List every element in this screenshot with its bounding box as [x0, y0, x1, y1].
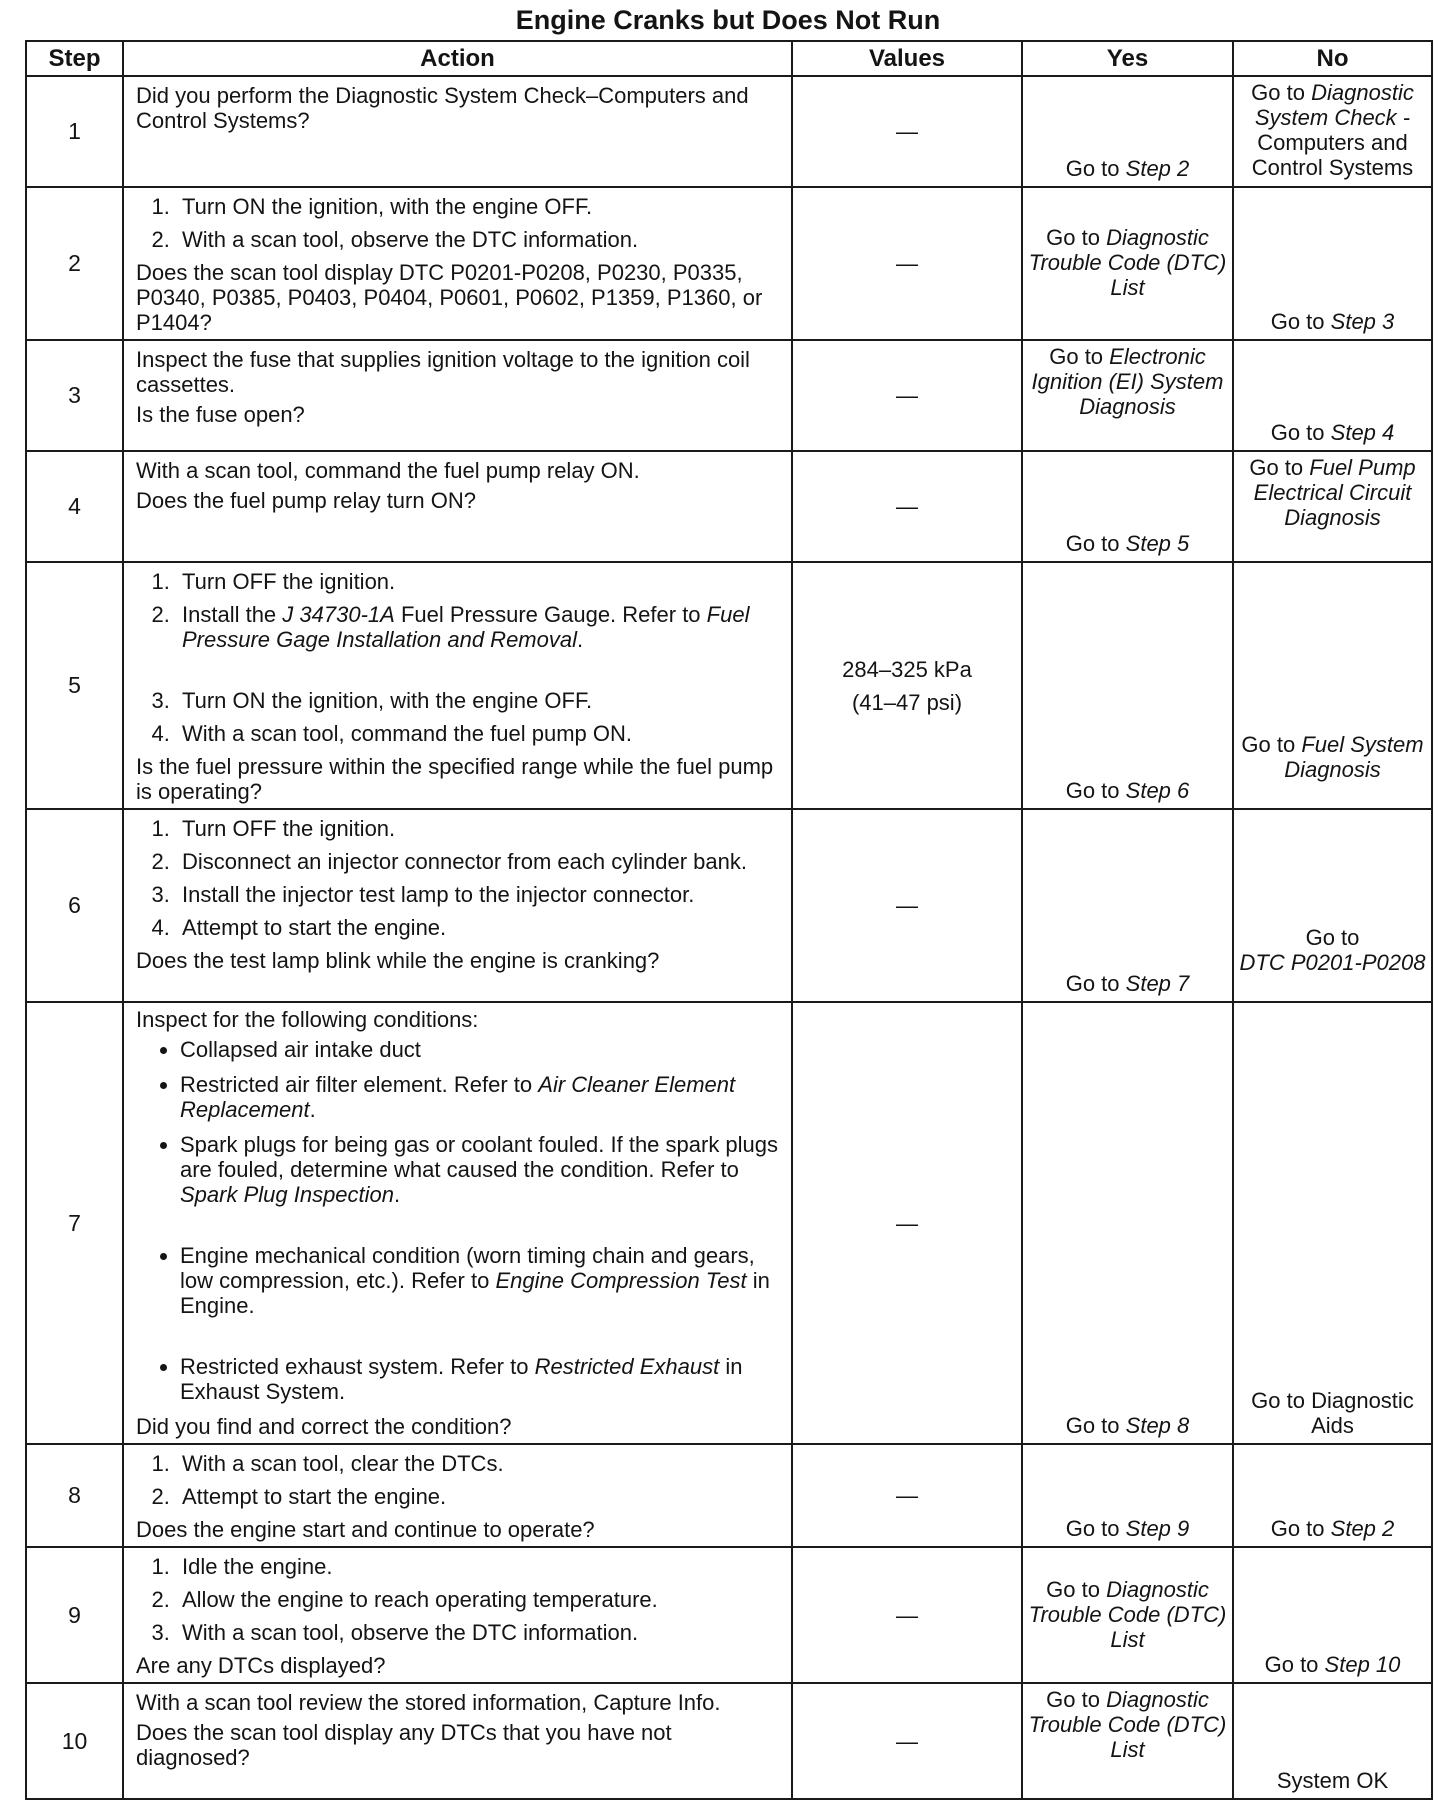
- procedure-link[interactable]: Fuel Pressure Gage Installation and Removal: [182, 602, 750, 652]
- yes-cell: [1022, 451, 1233, 562]
- no-cell: [1233, 1683, 1432, 1799]
- action-steps: [136, 1554, 783, 1645]
- no-prefix: Go to: [1249, 455, 1304, 480]
- no-result: System OK: [1276, 1768, 1389, 1793]
- step-text: Fuel Pressure Gauge. Refer to: [400, 602, 701, 627]
- action-step: 3. Turn ON the ignition, with the engine OFF.: [176, 688, 783, 713]
- no-prefix: Go to: [1270, 1516, 1325, 1541]
- step-number: 9: [26, 1547, 123, 1683]
- yes-cell: [1022, 562, 1233, 809]
- yes-cell: [1022, 1547, 1233, 1683]
- yes-link[interactable]: Step 8: [1125, 1413, 1190, 1438]
- table-row: [26, 1547, 1432, 1683]
- yes-link[interactable]: Diagnostic Trouble Code (DTC) List: [1028, 1687, 1227, 1762]
- no-prefix: Go to: [1270, 420, 1325, 445]
- action-steps: [136, 194, 783, 252]
- step-number: 4: [26, 451, 123, 562]
- step-text: Install the: [182, 602, 277, 627]
- value-cell: —: [792, 451, 1022, 562]
- action-cell: [123, 562, 792, 809]
- header-yes: Yes: [1022, 41, 1233, 76]
- yes-prefix: Go to: [1065, 1413, 1120, 1438]
- yes-link[interactable]: Step 6: [1125, 778, 1190, 803]
- action-step: 2. Disconnect an injector connector from each cylinder bank.: [176, 849, 783, 874]
- action-cell: [123, 1444, 792, 1547]
- step-number: 7: [26, 1002, 123, 1444]
- yes-link[interactable]: Diagnostic Trouble Code (DTC) List: [1028, 225, 1227, 300]
- step-text: .: [577, 627, 584, 652]
- condition-text: Restricted air filter element. Refer to: [180, 1072, 533, 1097]
- no-cell: [1233, 1444, 1432, 1547]
- procedure-link[interactable]: Restricted Exhaust: [534, 1354, 720, 1379]
- action-step: 4. With a scan tool, command the fuel pump ON.: [176, 721, 783, 746]
- yes-prefix: Go to: [1046, 1687, 1100, 1712]
- header-step: Step: [26, 41, 123, 76]
- no-link[interactable]: Fuel Pump Electrical Circuit Diagnosis: [1253, 455, 1416, 530]
- action-steps: [136, 1451, 783, 1509]
- yes-link[interactable]: Step 7: [1125, 971, 1190, 996]
- no-cell: [1233, 76, 1432, 187]
- yes-link[interactable]: Step 2: [1125, 156, 1190, 181]
- no-link[interactable]: Step 3: [1330, 309, 1395, 334]
- pressure-psi: (41–47 psi): [851, 689, 963, 715]
- table-row: [26, 187, 1432, 340]
- condition-item: [180, 1132, 783, 1207]
- yes-link[interactable]: Step 9: [1125, 1516, 1190, 1541]
- action-question: Does the scan tool display DTC P0201-P0208, P0230, P0335, P0340, P0385, P0403, P0404, P0601, P0602, P1359, P1360, or P1404?: [136, 260, 763, 335]
- no-link[interactable]: DTC P0201-P0208: [1239, 950, 1426, 975]
- action-step: 1. Turn ON the ignition, with the engine OFF.: [176, 194, 783, 219]
- table-row: [26, 451, 1432, 562]
- no-link[interactable]: Step 2: [1330, 1516, 1395, 1541]
- yes-cell: [1022, 76, 1233, 187]
- action-cell: [123, 1547, 792, 1683]
- step-number: 2: [26, 187, 123, 340]
- action-step: 3. Install the injector test lamp to the injector connector.: [176, 882, 783, 907]
- action-question: Does the scan tool display any DTCs that you have not diagnosed?: [136, 1720, 672, 1770]
- condition-text: .: [309, 1097, 316, 1122]
- yes-prefix: Go to: [1065, 778, 1120, 803]
- yes-prefix: Go to: [1046, 225, 1100, 250]
- yes-prefix: Go to: [1065, 531, 1120, 556]
- action-intro: Inspect for the following conditions:: [136, 1007, 479, 1032]
- no-cell: [1233, 1547, 1432, 1683]
- no-prefix: Go to: [1305, 925, 1360, 950]
- step-number: 1: [26, 76, 123, 187]
- condition-text: Restricted exhaust system. Refer to: [180, 1354, 529, 1379]
- condition-text: Spark plugs for being gas or coolant fouled. If the spark plugs are fouled, determine what caused the condition. Refer to: [180, 1132, 779, 1182]
- action-cell: [123, 809, 792, 1002]
- no-cell: [1233, 451, 1432, 562]
- condition-text: Engine mechanical condition (worn timing chain and gears, low compression, etc.). Refer to: [180, 1243, 755, 1293]
- no-suffix: Computers and Control Systems: [1251, 130, 1414, 180]
- no-link[interactable]: Fuel System Diagnosis: [1284, 732, 1424, 782]
- yes-link[interactable]: Step 5: [1125, 531, 1190, 556]
- action-cell: [123, 187, 792, 340]
- action-cell: [123, 451, 792, 562]
- no-prefix: Go to: [1270, 309, 1325, 334]
- action-cell: [123, 1002, 792, 1444]
- condition-text: .: [394, 1182, 401, 1207]
- yes-cell: [1022, 1002, 1233, 1444]
- step-number: 5: [26, 562, 123, 809]
- action-step: 1. Turn OFF the ignition.: [176, 569, 783, 594]
- action-step: 4. Attempt to start the engine.: [176, 915, 783, 940]
- no-link[interactable]: Step 10: [1324, 1652, 1401, 1677]
- table-row: [26, 76, 1432, 187]
- no-prefix: Go to: [1251, 80, 1305, 105]
- header-no: No: [1233, 41, 1432, 76]
- yes-cell: [1022, 809, 1233, 1002]
- table-row: [26, 340, 1432, 451]
- diagnostic-table: [25, 40, 1433, 1800]
- table-row: [26, 1002, 1432, 1444]
- value-cell: [792, 562, 1022, 809]
- action-cell: [123, 1683, 792, 1799]
- no-cell: [1233, 187, 1432, 340]
- value-cell: —: [792, 76, 1022, 187]
- value-cell: —: [792, 1683, 1022, 1799]
- action-steps: [136, 816, 783, 940]
- action-text: Inspect the fuse that supplies ignition voltage to the ignition coil cassettes.: [136, 347, 750, 397]
- action-question: Are any DTCs displayed?: [136, 1653, 386, 1678]
- action-step: 1. Turn OFF the ignition.: [176, 816, 783, 841]
- no-cell: [1233, 562, 1432, 809]
- yes-cell: [1022, 1683, 1233, 1799]
- table-row: [26, 562, 1432, 809]
- yes-cell: [1022, 340, 1233, 451]
- action-step: 2. Allow the engine to reach operating temperature.: [176, 1587, 783, 1612]
- step-number: 6: [26, 809, 123, 1002]
- no-cell: [1233, 809, 1432, 1002]
- action-cell: [123, 340, 792, 451]
- action-step: 1. Idle the engine.: [176, 1554, 783, 1579]
- no-prefix: Go to: [1241, 732, 1296, 757]
- action-cell: [123, 76, 792, 187]
- table-row: [26, 1444, 1432, 1547]
- condition-item: [180, 1354, 783, 1404]
- table-row: [26, 1683, 1432, 1799]
- condition-text: in Exhaust System.: [180, 1354, 743, 1404]
- value-cell: —: [792, 1444, 1022, 1547]
- yes-prefix: Go to: [1065, 156, 1120, 181]
- condition-item: [180, 1243, 783, 1318]
- action-step: 3. With a scan tool, observe the DTC information.: [176, 1620, 783, 1645]
- action-steps: [136, 569, 783, 746]
- yes-prefix: Go to: [1065, 1516, 1120, 1541]
- action-step: 2. Attempt to start the engine.: [176, 1484, 783, 1509]
- no-cell: [1233, 1002, 1432, 1444]
- value-cell: —: [792, 1002, 1022, 1444]
- action-question: Is the fuse open?: [136, 402, 305, 427]
- action-text: With a scan tool review the stored information, Capture Info.: [136, 1690, 721, 1715]
- no-prefix: Go to: [1264, 1652, 1319, 1677]
- condition-text: in Engine.: [180, 1268, 770, 1318]
- header-row: [26, 41, 1432, 76]
- condition-item: • Collapsed air intake duct: [180, 1037, 783, 1062]
- header-values: Values: [792, 41, 1022, 76]
- yes-link[interactable]: Electronic Ignition (EI) System Diagnosis: [1031, 344, 1224, 419]
- action-question: Does the engine start and continue to operate?: [136, 1517, 595, 1542]
- value-cell: —: [792, 1547, 1022, 1683]
- value-cell: —: [792, 187, 1022, 340]
- step-number: 10: [26, 1683, 123, 1799]
- yes-prefix: Go to: [1065, 971, 1120, 996]
- value-cell: —: [792, 340, 1022, 451]
- table-row: [26, 809, 1432, 1002]
- yes-prefix: Go to: [1046, 1576, 1100, 1602]
- page-title: Engine Cranks but Does Not Run: [515, 5, 941, 35]
- header-action: Action: [123, 41, 792, 76]
- action-question: Does the fuel pump relay turn ON?: [136, 488, 476, 513]
- action-step: [176, 602, 783, 652]
- yes-prefix: Go to: [1049, 344, 1104, 369]
- value-cell: —: [792, 809, 1022, 1002]
- step-number: 3: [26, 340, 123, 451]
- tool-ref: J 34730-1A: [282, 602, 395, 627]
- pressure-kpa: 284–325 kPa: [842, 656, 972, 682]
- action-step: 1. With a scan tool, clear the DTCs.: [176, 1451, 783, 1476]
- yes-cell: [1022, 187, 1233, 340]
- no-link[interactable]: Go to Diagnostic Aids: [1251, 1388, 1414, 1438]
- action-question: Did you perform the Diagnostic System Check–Computers and Control Systems?: [136, 83, 749, 133]
- no-link[interactable]: Diagnostic System Check -: [1254, 80, 1414, 130]
- no-link[interactable]: Step 4: [1330, 420, 1395, 445]
- action-step: 2. With a scan tool, observe the DTC information.: [176, 227, 783, 252]
- action-question: Does the test lamp blink while the engine is cranking?: [136, 948, 660, 973]
- action-question: Is the fuel pressure within the specified range while the fuel pump is operating?: [136, 754, 774, 804]
- no-cell: [1233, 340, 1432, 451]
- action-question: Did you find and correct the condition?: [136, 1414, 512, 1439]
- condition-list: [136, 1037, 783, 1404]
- condition-item: [180, 1072, 783, 1122]
- action-text: With a scan tool, command the fuel pump relay ON.: [136, 458, 640, 483]
- procedure-link[interactable]: Spark Plug Inspection: [180, 1182, 395, 1207]
- procedure-link[interactable]: Air Cleaner Element Replacement: [180, 1072, 736, 1122]
- yes-cell: [1022, 1444, 1233, 1547]
- step-number: 8: [26, 1444, 123, 1547]
- procedure-link[interactable]: Engine Compression Test: [495, 1268, 747, 1293]
- yes-link[interactable]: Diagnostic Trouble Code (DTC) List: [1028, 1576, 1227, 1652]
